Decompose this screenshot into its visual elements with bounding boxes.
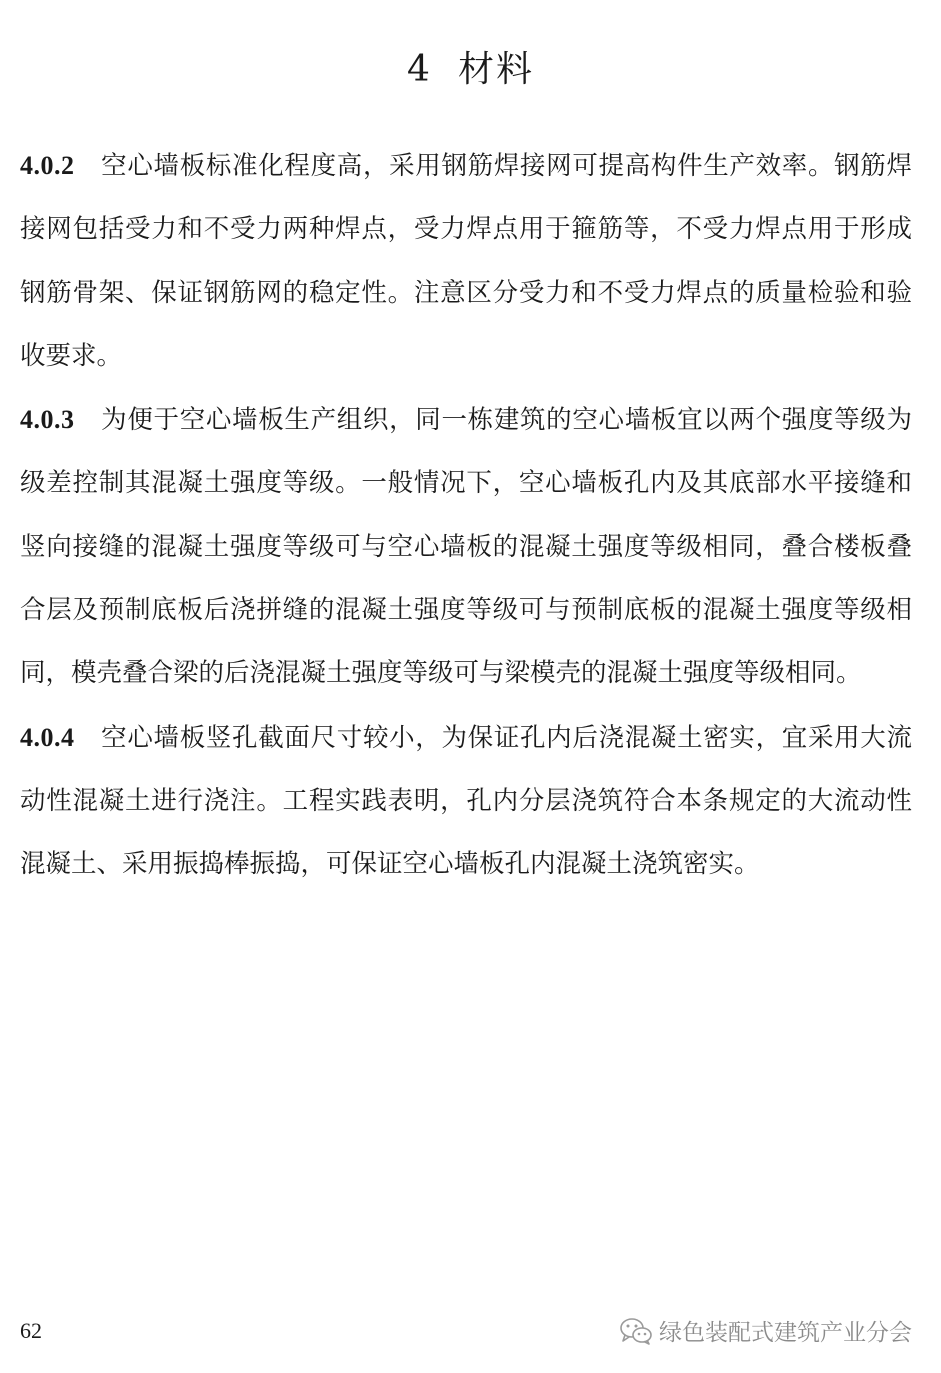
clause-4-0-2: [20, 134, 912, 388]
clause-number: 4.0.3: [20, 405, 75, 435]
clause-4-0-3: [20, 388, 912, 705]
clause-4-0-4: [20, 706, 912, 897]
clause-text: 空心墙板竖孔截面尺寸较小，为保证孔内后浇混凝土密实，宜采用大流动性混凝土进行浇注。工程实践表明，孔内分层浇筑符合本条规定的大流动性混凝土、采用振捣棒振捣，可保证空心墙板孔内混凝土浇筑密实。: [20, 722, 912, 880]
chapter-heading: [0, 44, 941, 96]
wechat-icon: [619, 1316, 653, 1346]
page-footer: [20, 1310, 912, 1354]
clause-number: 4.0.4: [20, 722, 75, 752]
clause-number: 4.0.2: [20, 151, 75, 180]
chapter-title: 材料: [457, 49, 534, 90]
watermark: [619, 1314, 912, 1347]
page-number: 62: [20, 1318, 42, 1343]
clause-text: 空心墙板标准化程度高，采用钢筋焊接网可提高构件生产效率。钢筋焊接网包括受力和不受力两种焊点，受力焊点用于箍筋等，不受力焊点用于形成钢筋骨架、保证钢筋网的稳定性。注意区分受力和不受力焊点的质量检验和验收要求。: [20, 151, 912, 371]
watermark-text: 绿色装配式建筑产业分会: [659, 1320, 912, 1346]
clause-text: 为便于空心墙板生产组织，同一栋建筑的空心墙板宜以两个强度等级为级差控制其混凝土强度等级。一般情况下，空心墙板孔内及其底部水平接缝和竖向接缝的混凝土强度等级可与空心墙板的混凝土强度等级相同，叠合楼板叠合层及预制底板后浇拼缝的混凝土强度等级可与预制底板的混凝土强度等级相同，模壳叠合梁的后浇混凝土强度等级可与梁模壳的混凝土强度等级相同。: [20, 405, 912, 689]
document-body: [20, 134, 912, 897]
chapter-number: 4: [407, 49, 432, 90]
